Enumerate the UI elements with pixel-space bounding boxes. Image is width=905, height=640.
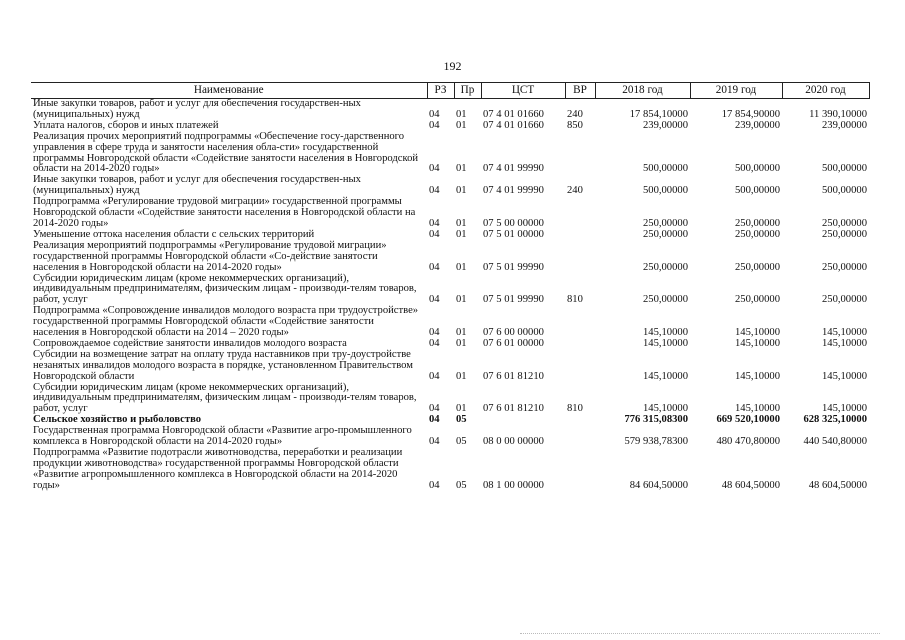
cell-2018: 145,10000 bbox=[642, 403, 688, 415]
table-row bbox=[31, 99, 869, 121]
cell-name: Уплата налогов, сборов и иных платежей bbox=[33, 119, 219, 131]
cell-pr: 01 bbox=[456, 108, 467, 120]
cell-name: Субсидии юридическим лицам (кроме некоммерческих организаций), индивидуальным предпринимателям, физическим лицам - производи-телям товаров, работ, услуг bbox=[33, 381, 417, 415]
table-row bbox=[31, 383, 869, 416]
cell-cst: 07 6 01 00000 bbox=[483, 337, 544, 349]
table-row bbox=[31, 274, 869, 307]
cell-pr: 01 bbox=[456, 163, 467, 175]
cell-2019: 145,10000 bbox=[734, 370, 780, 382]
cell-vr bbox=[565, 448, 595, 492]
cell-pr: 01 bbox=[456, 261, 467, 273]
cell-rz: 04 bbox=[429, 119, 440, 131]
cell-pr: 01 bbox=[456, 370, 467, 382]
table-row bbox=[31, 241, 869, 274]
cell-name: Уменьшение оттока населения области с сельских территорий bbox=[33, 228, 315, 240]
cell-vr bbox=[565, 306, 595, 339]
cell-2020: 250,00000 bbox=[821, 217, 867, 229]
cell-2020: 250,00000 bbox=[821, 261, 867, 273]
cell-2018: 17 854,10000 bbox=[629, 108, 688, 120]
cell-rz: 04 bbox=[429, 294, 440, 306]
cell-2018: 579 938,78300 bbox=[624, 436, 688, 448]
table-row bbox=[31, 306, 869, 339]
cell-cst: 07 5 01 00000 bbox=[483, 228, 544, 240]
cell-rz: 04 bbox=[429, 217, 440, 229]
cell-vr bbox=[565, 197, 595, 230]
cell-2020: 440 540,80000 bbox=[803, 436, 867, 448]
table-row bbox=[31, 350, 869, 383]
cell-name: Подпрограмма «Регулирование трудовой миграции» государственной программы Новгородской области «Содействие занятости населения в Новгородской области на 2014-2020 годы» bbox=[33, 196, 416, 229]
cell-pr: 01 bbox=[456, 327, 467, 339]
scan-artifact bbox=[520, 629, 880, 634]
cell-rz: 04 bbox=[429, 261, 440, 273]
cell-vr: 810 bbox=[567, 294, 583, 306]
cell-pr: 01 bbox=[456, 185, 467, 197]
cell-vr bbox=[565, 415, 595, 426]
cell-rz: 04 bbox=[429, 108, 440, 120]
cell-2019: 145,10000 bbox=[734, 403, 780, 415]
cell-name: Сельское хозяйство и рыболовство bbox=[33, 414, 202, 426]
cell-2018: 250,00000 bbox=[642, 217, 688, 229]
cell-2020: 500,00000 bbox=[821, 163, 867, 175]
cell-2019: 669 520,10000 bbox=[716, 414, 780, 426]
cell-2020: 145,10000 bbox=[821, 337, 867, 349]
cell-cst: 07 5 01 99990 bbox=[483, 261, 544, 273]
cell-2020: 48 604,50000 bbox=[808, 479, 867, 491]
cell-cst: 08 0 00 00000 bbox=[483, 436, 544, 448]
cell-cst bbox=[481, 415, 565, 426]
cell-rz: 04 bbox=[429, 163, 440, 175]
cell-2018: 776 315,08300 bbox=[624, 414, 688, 426]
cell-2019: 239,00000 bbox=[734, 119, 780, 131]
cell-2019: 500,00000 bbox=[734, 185, 780, 197]
cell-2018: 145,10000 bbox=[642, 370, 688, 382]
cell-2018: 239,00000 bbox=[642, 119, 688, 131]
cell-vr bbox=[565, 426, 595, 448]
cell-cst: 07 5 00 00000 bbox=[483, 217, 544, 229]
header-pr: Пр bbox=[454, 83, 481, 99]
cell-name: Подпрограмма «Развитие подотрасли животноводства, переработки и реализации продукции животноводства» государственной программы Новгородской области «Развитие агропромышленного комплекса в Новгородской области на 2014-2020 годы» bbox=[33, 447, 403, 491]
cell-2020: 239,00000 bbox=[821, 119, 867, 131]
cell-2020: 500,00000 bbox=[821, 185, 867, 197]
cell-2020: 145,10000 bbox=[821, 403, 867, 415]
header-vr: ВР bbox=[565, 83, 595, 99]
cell-rz: 04 bbox=[429, 414, 440, 426]
cell-2018: 500,00000 bbox=[642, 163, 688, 175]
cell-name: Иные закупки товаров, работ и услуг для обеспечения государствен-ных (муниципальных) нужд bbox=[33, 174, 361, 197]
cell-vr bbox=[565, 132, 595, 176]
cell-2018: 145,10000 bbox=[642, 327, 688, 339]
table-row bbox=[31, 197, 869, 230]
cell-rz: 04 bbox=[429, 228, 440, 240]
cell-2019: 250,00000 bbox=[734, 294, 780, 306]
cell-2019: 250,00000 bbox=[734, 228, 780, 240]
header-rz: РЗ bbox=[427, 83, 454, 99]
cell-pr: 05 bbox=[456, 436, 467, 448]
cell-name: Подпрограмма «Сопровождение инвалидов молодого возраста при трудоустройстве» государственной программы Новгородской области «Содействие занятости населения в Новгородской области на 2014 – 2020 годы» bbox=[33, 305, 419, 339]
cell-rz: 04 bbox=[429, 479, 440, 491]
cell-name: Сопровождаемое содействие занятости инвалидов молодого возраста bbox=[33, 337, 347, 349]
cell-2019: 17 854,90000 bbox=[721, 108, 780, 120]
cell-pr: 01 bbox=[456, 119, 467, 131]
cell-pr: 01 bbox=[456, 228, 467, 240]
cell-cst: 07 4 01 99990 bbox=[483, 163, 544, 175]
cell-2018: 500,00000 bbox=[642, 185, 688, 197]
header-2019: 2019 год bbox=[690, 83, 782, 99]
header-name: Наименование bbox=[31, 83, 427, 99]
cell-2019: 145,10000 bbox=[734, 327, 780, 339]
cell-2020: 145,10000 bbox=[821, 327, 867, 339]
cell-cst: 07 6 00 00000 bbox=[483, 327, 544, 339]
cell-name: Иные закупки товаров, работ и услуг для обеспечения государствен-ных (муниципальных) нужд bbox=[33, 98, 361, 120]
cell-pr: 05 bbox=[456, 414, 467, 426]
cell-2019: 480 470,80000 bbox=[716, 436, 780, 448]
cell-pr: 01 bbox=[456, 337, 467, 349]
cell-2019: 145,10000 bbox=[734, 337, 780, 349]
cell-2019: 250,00000 bbox=[734, 261, 780, 273]
cell-vr: 850 bbox=[567, 119, 583, 131]
cell-2020: 250,00000 bbox=[821, 294, 867, 306]
cell-2018: 250,00000 bbox=[642, 261, 688, 273]
cell-pr: 01 bbox=[456, 217, 467, 229]
cell-rz: 04 bbox=[429, 337, 440, 349]
cell-vr: 240 bbox=[567, 108, 583, 120]
cell-rz: 04 bbox=[429, 370, 440, 382]
table-row bbox=[31, 448, 869, 492]
cell-2020: 145,10000 bbox=[821, 370, 867, 382]
table-row bbox=[31, 426, 869, 448]
table-row bbox=[31, 175, 869, 197]
cell-name: Реализация прочих мероприятий подпрограммы «Обеспечение госу-дарственного управления в сфере труда и занятости населения обла-сти» государственной программы Новгородской области «Содействие занятости населения в Новгородской области на 2014-2020 годы» bbox=[33, 130, 419, 175]
cell-2020: 11 390,10000 bbox=[809, 108, 867, 120]
cell-pr: 05 bbox=[456, 479, 467, 491]
cell-cst: 07 4 01 99990 bbox=[483, 185, 544, 197]
header-cst: ЦСТ bbox=[481, 83, 565, 99]
cell-name: Реализация мероприятий подпрограммы «Регулирование трудовой миграции» государственной программы Новгородской области «Со-действие занятости населения в Новгородской области на 2014-2020 годы» bbox=[33, 239, 387, 273]
cell-2018: 145,10000 bbox=[642, 337, 688, 349]
cell-2019: 250,00000 bbox=[734, 217, 780, 229]
cell-vr bbox=[565, 350, 595, 383]
cell-rz: 04 bbox=[429, 185, 440, 197]
cell-pr: 01 bbox=[456, 294, 467, 306]
cell-2020: 628 325,10000 bbox=[803, 414, 867, 426]
cell-pr: 01 bbox=[456, 403, 467, 415]
cell-2018: 250,00000 bbox=[642, 294, 688, 306]
table-row bbox=[31, 132, 869, 176]
header-2020: 2020 год bbox=[782, 83, 869, 99]
cell-2019: 500,00000 bbox=[734, 163, 780, 175]
cell-rz: 04 bbox=[429, 403, 440, 415]
cell-vr bbox=[565, 230, 595, 241]
cell-vr: 240 bbox=[567, 185, 583, 197]
cell-cst: 07 5 01 99990 bbox=[483, 294, 544, 306]
budget-table bbox=[31, 82, 870, 492]
cell-2018: 250,00000 bbox=[642, 228, 688, 240]
cell-2020: 250,00000 bbox=[821, 228, 867, 240]
page-number: 192 bbox=[443, 59, 462, 73]
cell-vr bbox=[565, 339, 595, 350]
cell-name: Субсидии юридическим лицам (кроме некоммерческих организаций), индивидуальным предпринимателям, физическим лицам - производи-телям товаров, работ, услуг bbox=[33, 272, 417, 306]
cell-cst: 07 6 01 81210 bbox=[483, 370, 544, 382]
cell-cst: 08 1 00 00000 bbox=[483, 479, 544, 491]
cell-vr bbox=[565, 241, 595, 274]
header-2018: 2018 год bbox=[595, 83, 690, 99]
cell-name: Субсидии на возмещение затрат на оплату труда наставников при тру-доустройстве незанятых инвалидов молодого возраста в порядке, установленном Правительством Новгородской области bbox=[33, 348, 413, 382]
cell-vr: 810 bbox=[567, 403, 583, 415]
table-header-row bbox=[31, 83, 869, 99]
cell-cst: 07 4 01 01660 bbox=[483, 108, 544, 120]
cell-2019: 48 604,50000 bbox=[721, 479, 780, 491]
cell-rz: 04 bbox=[429, 436, 440, 448]
cell-2018: 84 604,50000 bbox=[629, 479, 688, 491]
cell-cst: 07 6 01 81210 bbox=[483, 403, 544, 415]
cell-cst: 07 4 01 01660 bbox=[483, 119, 544, 131]
cell-rz: 04 bbox=[429, 327, 440, 339]
cell-name: Государственная программа Новгородской области «Развитие агро-промышленного комплекса в Новгородской области на 2014-2020 годы» bbox=[33, 425, 412, 448]
